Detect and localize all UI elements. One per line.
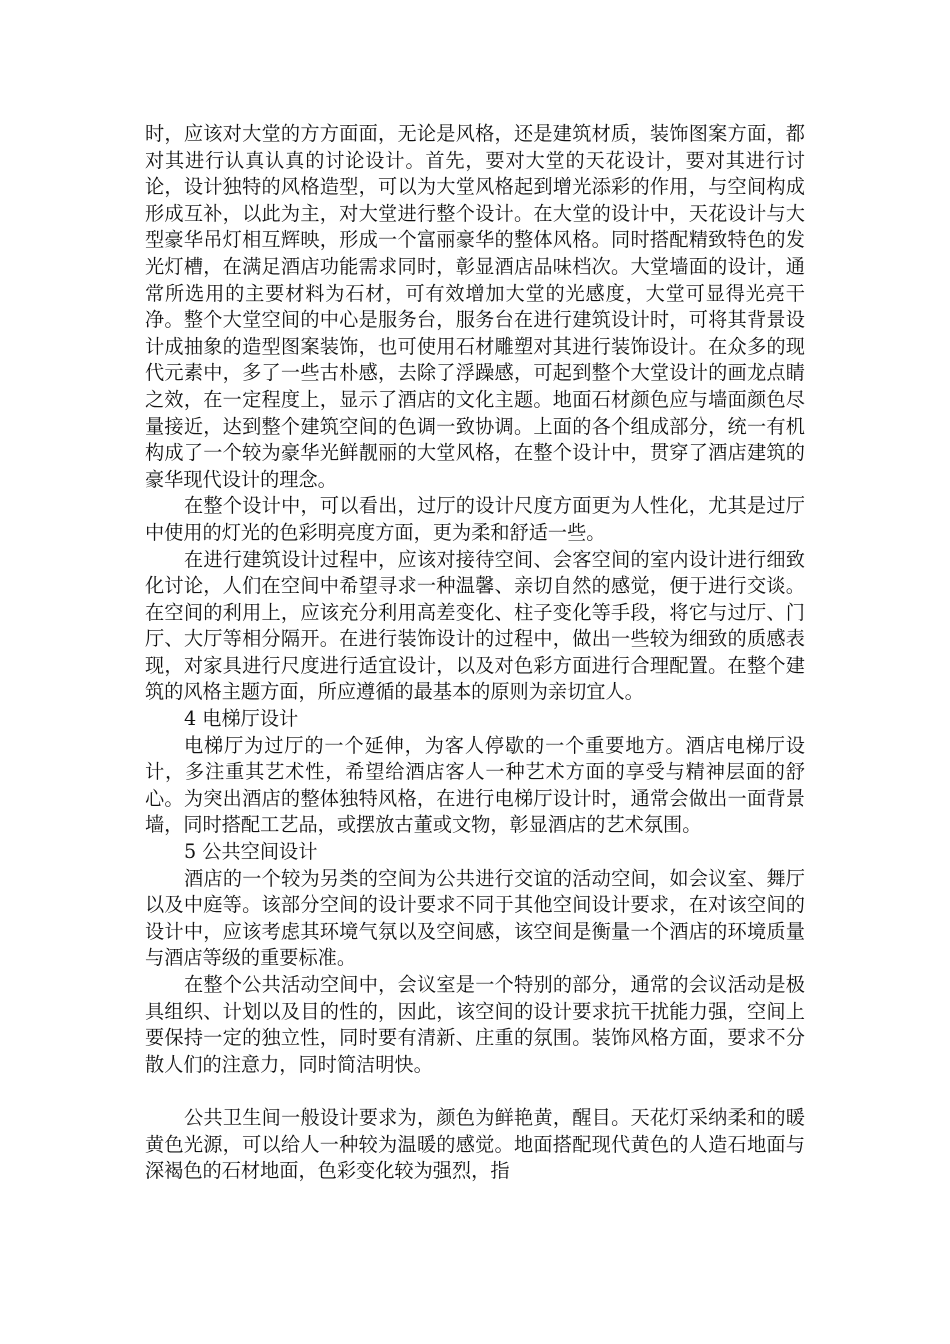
paragraph-public-restroom: 公共卫生间一般设计要求为，颜色为鲜艳黄，醒目。天花灯采纳柔和的暖黄色光源，可以给人一种较为温暖的感觉。地面搭配现代黄色的人造石地面与深褐色的石材地面，色彩变化较为强烈，指 [145,1105,805,1183]
document-page [145,121,805,1185]
paragraph-lobby-design: 时，应该对大堂的方方面面，无论是风格，还是建筑材质，装饰图案方面，都对其进行认真认真的讨论设计。首先，要对大堂的天花设计，要对其进行讨论，设计独特的风格造型，可以为大堂风格起到增光添彩的作用，与空间构成形成互补，以此为主，对大堂进行整个设计。在大堂的设计中，天花设计与大型豪华吊灯相互辉映，形成一个富丽豪华的整体风格。同时搭配精致特色的发光灯槽，在满足酒店功能需求同时，彰显酒店品味档次。大堂墙面的设计，通常所选用的主要材料为石材，可有效增加大堂的光感度，大堂可显得光亮干净。整个大堂空间的中心是服务台，服务台在进行建筑设计时，可将其背景设计成抽象的造型图案装饰，也可使用石材雕塑对其进行装饰设计。在众多的现代元素中，多了一些古朴感，去除了浮躁感，可起到整个大堂设计的画龙点睛之效，在一定程度上，显示了酒店的文化主题。地面石材颜色应与墙面颜色尽量接近，达到整个建筑空间的色调一致协调。上面的各个组成部分，统一有机构成了一个较为豪华光鲜靓丽的大堂风格，在整个设计中，贯穿了酒店建筑的豪华现代设计的理念。 [145,122,805,491]
paragraph-hall-scale: 在整个设计中，可以看出，过厅的设计尺度方面更为人性化，尤其是过厅中使用的灯光的色彩明亮度方面，更为柔和舒适一些。 [145,494,805,544]
blank-line [145,1078,805,1105]
section-heading-elevator-hall: 4 电梯厅设计 [184,707,299,731]
paragraph-reception-space: 在进行建筑设计过程中，应该对接待空间、会客空间的室内设计进行细致化讨论，人们在空间中希望寻求一种温馨、亲切自然的感觉，便于进行交谈。在空间的利用上，应该充分利用高差变化、柱子变化等手段，将它与过厅、门厅、大厅等相分隔开。在进行装饰设计的过程中，做出一些较为细致的质感表现，对家具进行尺度进行适宜设计，以及对色彩方面进行合理配置。在整个建筑的风格主题方面，所应遵循的最基本的原则为亲切宜人。 [145,547,805,704]
paragraph-public-space: 酒店的一个较为另类的空间为公共进行交谊的活动空间，如会议室、舞厅以及中庭等。该部分空间的设计要求不同于其他空间设计要求，在对该空间的设计中，应该考虑其环境气氛以及空间感，该空间是衡量一个酒店的环境质量与酒店等级的重要标准。 [145,866,805,970]
section-heading-public-space: 5 公共空间设计 [184,840,318,864]
paragraph-elevator-hall: 电梯厅为过厅的一个延伸，为客人停歇的一个重要地方。酒店电梯厅设计，多注重其艺术性，希望给酒店客人一种艺术方面的享受与精神层面的舒心。为突出酒店的整体独特风格，在进行电梯厅设计时，通常会做出一面背景墙，同时搭配工艺品，或摆放古董或文物，彰显酒店的艺术氛围。 [145,733,805,837]
paragraph-meeting-room: 在整个公共活动空间中，会议室是一个特别的部分，通常的会议活动是极具组织、计划以及目的性的，因此，该空间的设计要求抗干扰能力强，空间上要保持一定的独立性，同时要有清新、庄重的氛围。装饰风格方面，要求不分散人们的注意力，同时简洁明快。 [145,973,805,1076]
